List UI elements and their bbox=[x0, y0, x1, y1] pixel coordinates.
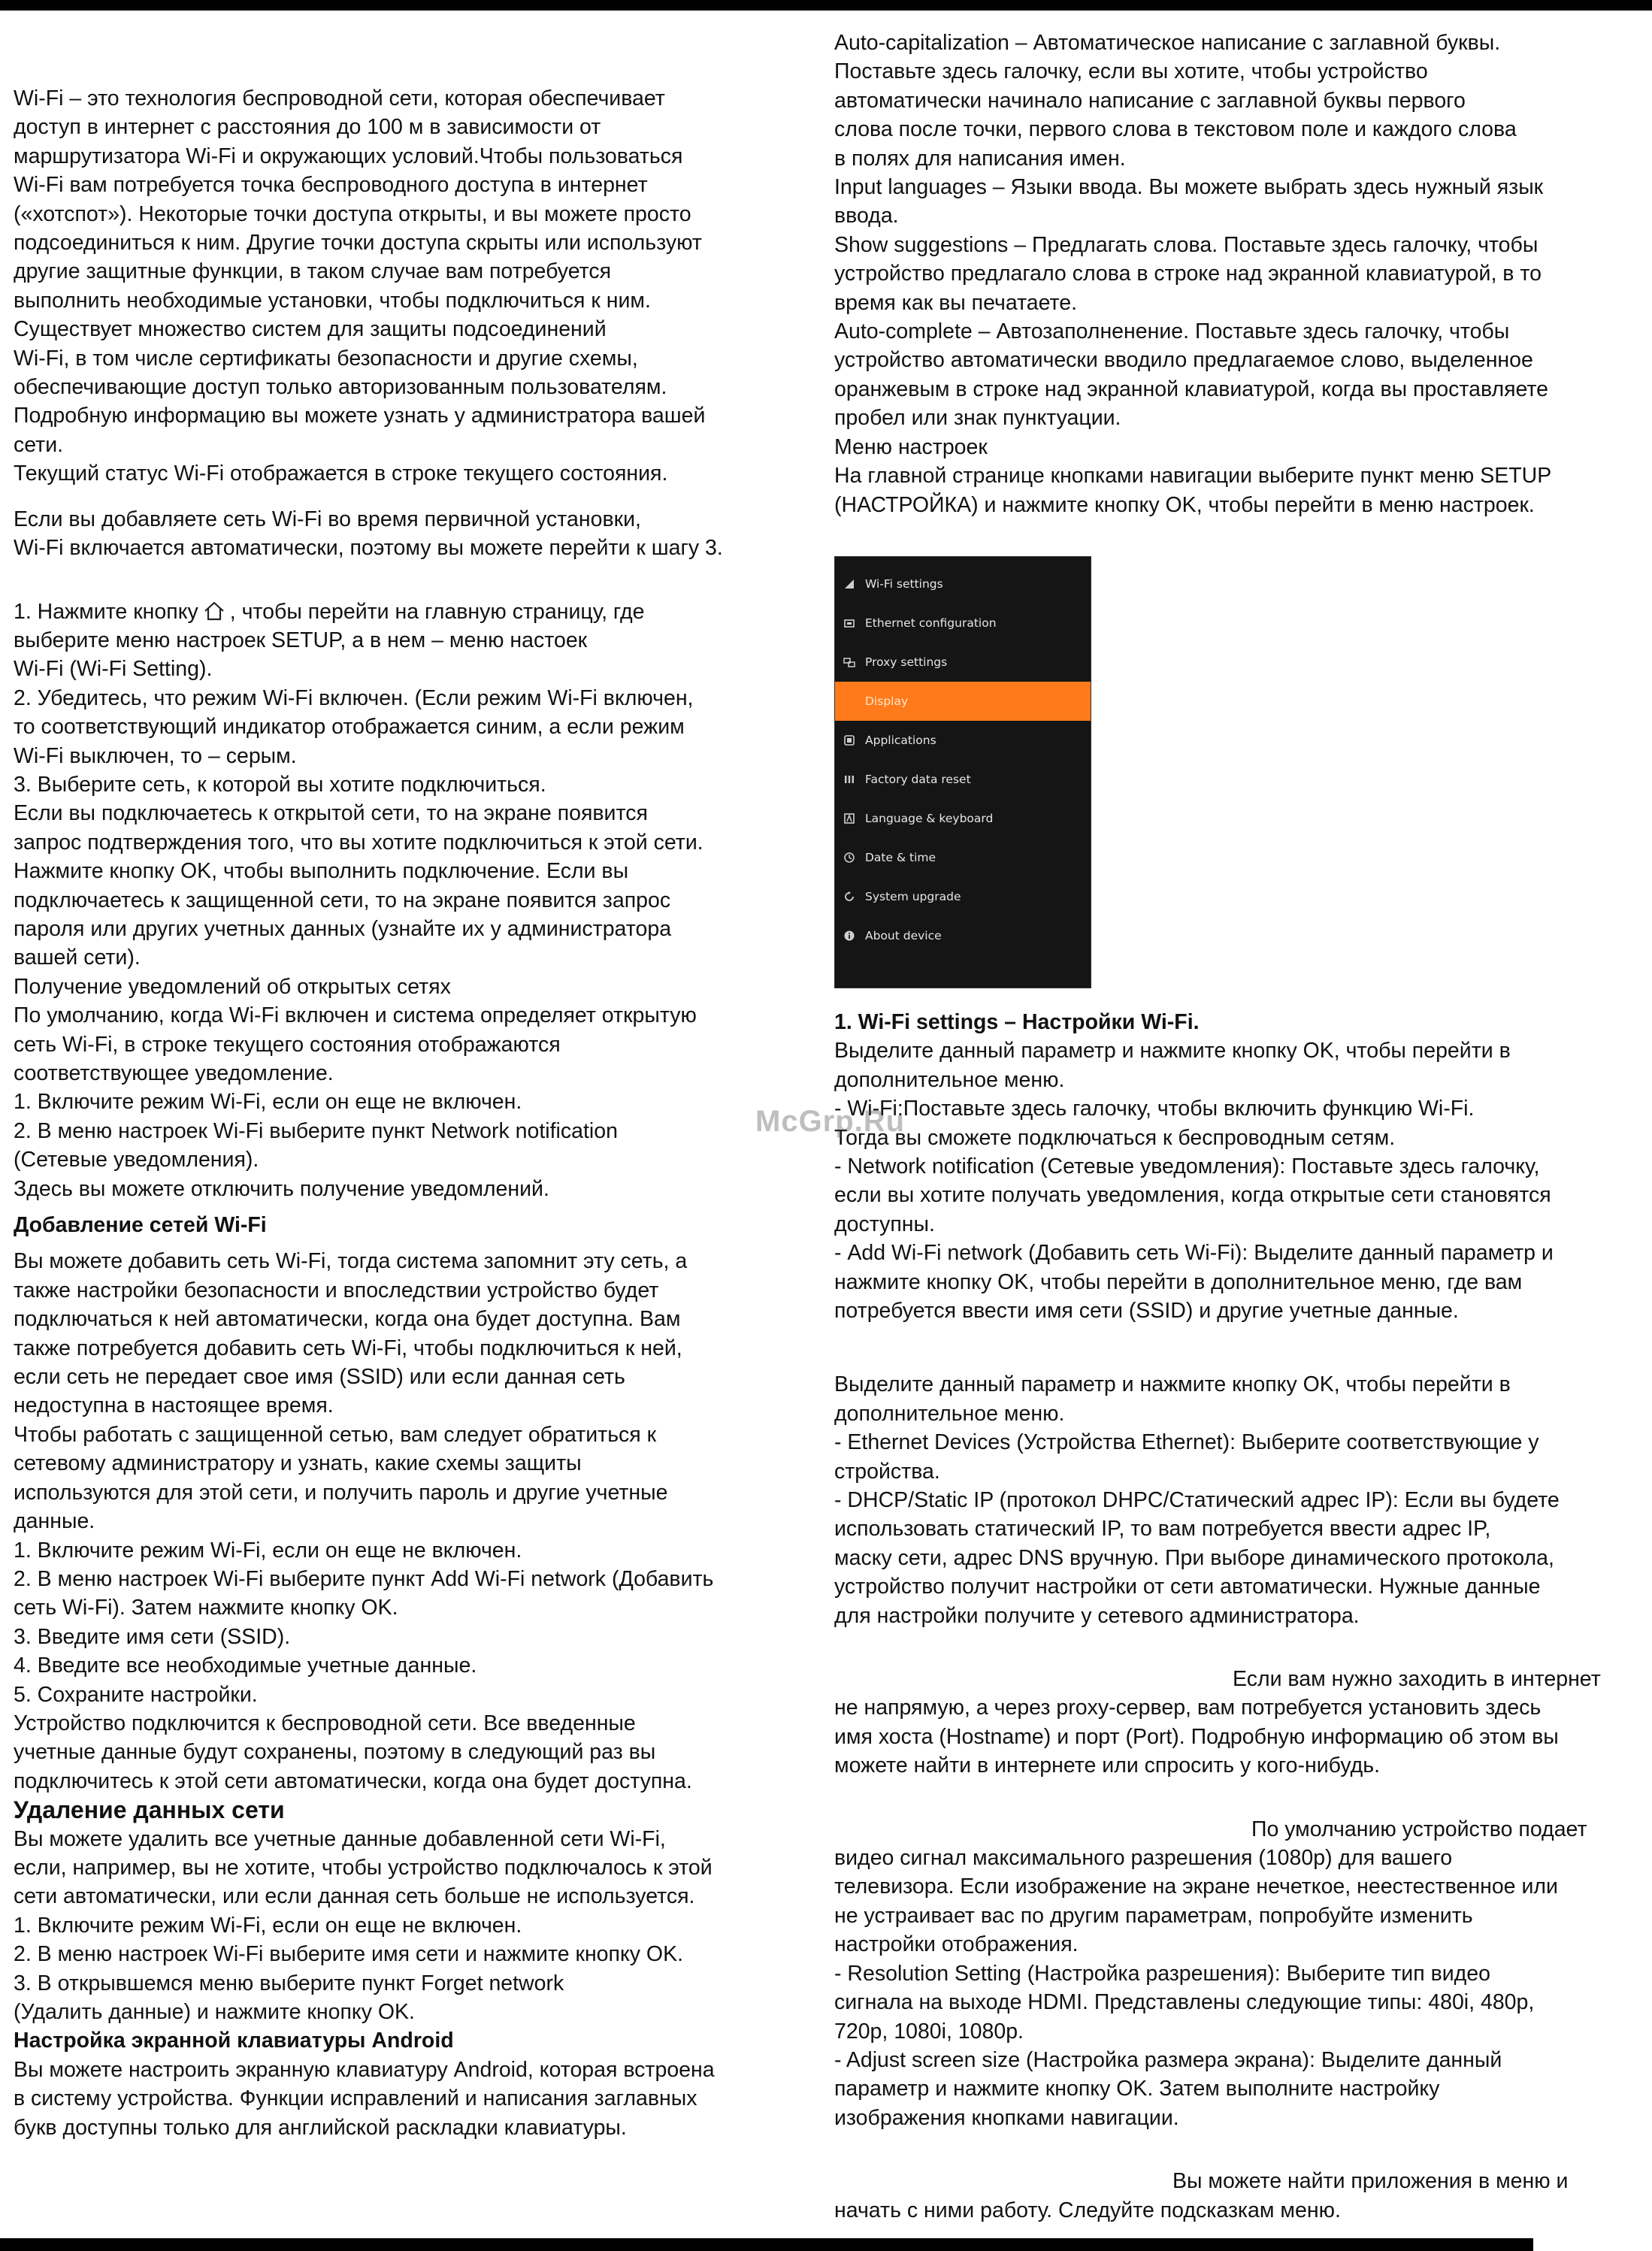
applications-icon bbox=[843, 734, 856, 747]
menu-item-factory-data-reset[interactable]: Factory data reset bbox=[835, 760, 1091, 799]
menu-item-system-upgrade[interactable]: System upgrade bbox=[835, 877, 1091, 916]
home-icon bbox=[203, 601, 225, 621]
menu-item-wifi-settings[interactable]: Wi-Fi settings bbox=[835, 564, 1091, 604]
connect-step-1: 1. Нажмите кнопку , чтобы перейти на главную страницу, где bbox=[14, 599, 645, 624]
display-icon bbox=[843, 694, 856, 708]
applications-paragraph: начать с ними работу. Следуйте подсказкам меню. bbox=[834, 2198, 1341, 2222]
top-rule bbox=[0, 0, 1652, 11]
proxy-paragraph-lead: Если вам нужно заходить в интернет bbox=[1233, 1667, 1601, 1692]
settings-menu-list bbox=[835, 557, 1091, 955]
menu-item-display[interactable]: Display bbox=[835, 682, 1091, 721]
wifi-settings-paragraph: Выделите данный параметр и нажмите кнопку OK, чтобы перейти в дополнительное меню. - Wi-Fi:Поставьте здесь галочку, чтобы включить функцию Wi-Fi. Тогда вы сможете подключаться к беспроводным сетям. - Network notification (Сетевые уведомления): Поставьте здесь галочку, если вы хотите получать уведомления, когда открытые сети становятся доступны. - Add Wi-Fi network (Добавить сеть Wi-Fi): Выделите данный параметр и нажмите кнопку OK, чтобы перейти в дополнительное меню, где вам потребуется ввести имя сети (SSID) и другие учетные данные. bbox=[834, 1039, 1554, 1323]
initial-setup-paragraph: Если вы добавляете сеть Wi-Fi во время первичной установки, Wi-Fi включается автоматически, поэтому вы можете перейти к шагу 3. bbox=[14, 507, 723, 561]
settings-menu-screenshot bbox=[834, 556, 1091, 988]
proxy-paragraph: не напрямую, а через proxy-сервер, вам потребуется установить здесь имя хоста (Hostname) и порт (Port). Подробную информацию об этом вы можете найти в интернете или спросить у кого-нибудь. bbox=[834, 1696, 1559, 1778]
wifi-icon bbox=[843, 577, 856, 591]
display-paragraph: видео сигнал максимального разрешения (1080p) для вашего телевизора. Если изображение на экране нечеткое, неестественное или не устраивает вас по другим параметрам, попробуйте изменить настройки отображения. - Resolution Setting (Настройка разрешения): Выберите тип видео сигнала на выходе HDMI. Представлены следующие типы: 480i, 480p, 720p, 1080i, 1080p. - Adjust screen size (Настройка размера экрана): Выделите данный параметр и нажмите кнопку OK. Затем выполните настройку изображения кнопками навигации. bbox=[834, 1846, 1558, 2130]
ethernet-paragraph: Выделите данный параметр и нажмите кнопку OK, чтобы перейти в дополнительное меню. - Ethernet Devices (Устройства Ethernet): Выберите соответствующие у стройства. - DHCP/Static IP (протокол DHPC/Статический адрес IP): Если вы будете использовать статический IP, то вам потребуется ввести адрес IP, маску сети, адрес DNS вручную. При выборе динамического протокола, устройство получит настройки от сети автоматически. Нужные данные для настройки получите у сетевого администратора. bbox=[834, 1372, 1560, 1628]
menu-item-date-time[interactable]: Date & time bbox=[835, 838, 1091, 877]
language-icon bbox=[843, 812, 856, 825]
add-networks-paragraph: Вы можете добавить сеть Wi-Fi, тогда система запомнит эту сеть, а также настройки безопасности и впоследствии устройство будет подключаться к ней автоматически, когда она будет доступна. Вам также потребуется добавить сеть Wi-Fi, чтобы подключиться к ней, если сеть не передает свое имя (SSID) или если данная сеть недоступна в настоящее время. Чтобы работать с защищенной сетью, вам следует обратиться к сетевому администратору и узнать, какие схемы защиты используются для этой сети, и получить пароль и другие учетные данные. 1. Включите режим Wi-Fi, если он еще не включен. 2. В меню настроек Wi-Fi выберите пункт Add Wi-Fi network (Добавить сеть Wi-Fi). Затем нажмите кнопку OK. 3. Введите имя сети (SSID). 4. Введите все необходимые учетные данные. 5. Сохраните настройки. Устройство подключится к беспроводной сети. Все введенные учетные данные будут сохранены, поэтому в следующий раз вы подключитесь к этой сети автоматически, когда она будет доступна. bbox=[14, 1249, 714, 1793]
wifi-settings-heading: 1. Wi-Fi settings – Настройки Wi-Fi. bbox=[834, 1009, 1200, 1034]
bottom-rule bbox=[0, 2238, 1533, 2251]
keyboard-heading: Настройка экранной клавиатуры Android bbox=[14, 2029, 454, 2053]
keyboard-options-paragraph: Auto-capitalization – Автоматическое написание с заглавной буквы. Поставьте здесь галочку, если вы хотите, чтобы устройство автоматически начинало написание с заглавной буквы первого слова после точки, первого слова в текстовом поле и каждого слова в полях для написания имен. Input languages – Языки ввода. Вы можете выбрать здесь нужный язык ввода. Show suggestions – Предлагать слова. Поставьте здесь галочку, чтобы устройство предлагало слова в строке над экранной клавиатурой, в то время как вы печатаете. Auto-complete – Автозаполненение. Поставьте здесь галочку, чтобы устройство автоматически вводило предлагаемое слово, выделенное оранжевым в строке над экранной клавиатурой, когда вы проставляете пробел или знак пунктуации. Меню настроек На главной странице кнопками навигации выберите пункт меню SETUP (НАСТРОЙКА) и нажмите кнопку OK, чтобы перейти в меню настроек. bbox=[834, 31, 1552, 517]
proxy-icon bbox=[843, 655, 856, 669]
menu-item-ethernet-configuration[interactable]: Ethernet configuration bbox=[835, 604, 1091, 643]
reset-icon bbox=[843, 773, 856, 786]
watermark: McGrp.Ru bbox=[755, 1105, 906, 1138]
left-column bbox=[14, 84, 818, 2142]
add-networks-heading: Добавление сетей Wi-Fi bbox=[14, 1213, 267, 1238]
menu-item-applications[interactable]: Applications bbox=[835, 721, 1091, 760]
wifi-intro-paragraph: Wi-Fi – это технология беспроводной сети, которая обеспечивает доступ в интернет с расстояния до 100 м в зависимости от маршрутизатора Wi-Fi и окружающих условий.Чтобы пользоваться Wi-Fi вам потребуется точка беспроводного доступа в интернет («хотспот»). Некоторые точки доступа открыты, и вы можете просто подсоединиться к ним. Другие точки доступа скрыты или используют другие защитные функции, в таком случае вам потребуется выполнить необходимые установки, чтобы подключиться к ним. Существует множество систем для защиты подсоединений Wi-Fi, в том числе сертификаты безопасности и другие схемы, обеспечивающие доступ только авторизованным пользователям. Подробную информацию вы можете узнать у администратора вашей сети. Текущий статус Wi-Fi отображается в строке текущего состояния. bbox=[14, 86, 706, 486]
keyboard-paragraph: Вы можете настроить экранную клавиатуру Android, которая встроена в систему устройства. Функции исправлений и написания заглавных букв доступны только для английской раскладки клавиатуры. bbox=[14, 2057, 715, 2140]
delete-network-heading: Удаление данных сети bbox=[14, 1796, 285, 1824]
menu-item-about-device[interactable]: About device bbox=[835, 916, 1091, 955]
clock-icon bbox=[843, 851, 856, 864]
applications-paragraph-lead: Вы можете найти приложения в меню и bbox=[1172, 2169, 1569, 2194]
upgrade-icon bbox=[843, 890, 856, 903]
delete-network-paragraph: Вы можете удалить все учетные данные добавленной сети Wi-Fi, если, например, вы не хотите, чтобы устройство подключалось к этой сети автоматически, или если данная сеть больше не используется. 1. Включите режим Wi-Fi, если он еще не включен. 2. В меню настроек Wi-Fi выберите имя сети и нажмите кнопку OK. 3. В открывшемся меню выберите пункт Forget network (Удалить данные) и нажмите кнопку OK. bbox=[14, 1826, 713, 2024]
ethernet-icon bbox=[843, 616, 856, 630]
connect-steps: выберите меню настроек SETUP, а в нем – меню настоек Wi-Fi (Wi-Fi Setting). 2. Убедитесь, что режим Wi-Fi включен. (Если режим Wi-Fi включен, то соответствующий индикатор отображается синим, а если режим Wi-Fi выключен, то – серым. 3. Выберите сеть, к которой вы хотите подключиться. Если вы подключаетесь к открытой сети, то на экране появится запрос подтверждения того, что вы хотите подключиться к этой сети. Нажмите кнопку OK, чтобы выполнить подключение. Если вы подключаетесь к защищенной сети, то на экране появится запрос пароля или других учетных данных (узнайте их у администратора вашей сети). Получение уведомлений об открытых сетях По умолчанию, когда Wi-Fi включен и система определяет открытую сеть Wi-Fi, в строке текущего состояния отображаются соответствующее уведомление. 1. Включите режим Wi-Fi, если он еще не включен. 2. В меню настроек Wi-Fi выберите пункт Network notification (Сетевые уведомления). Здесь вы можете отключить получение уведомлений. bbox=[14, 628, 703, 1201]
display-paragraph-lead: По умолчанию устройство подает bbox=[1251, 1817, 1587, 1841]
menu-item-language-keyboard[interactable]: Language & keyboard bbox=[835, 799, 1091, 838]
right-column bbox=[834, 29, 1652, 2225]
menu-item-proxy-settings[interactable]: Proxy settings bbox=[835, 643, 1091, 682]
info-icon bbox=[843, 929, 856, 942]
